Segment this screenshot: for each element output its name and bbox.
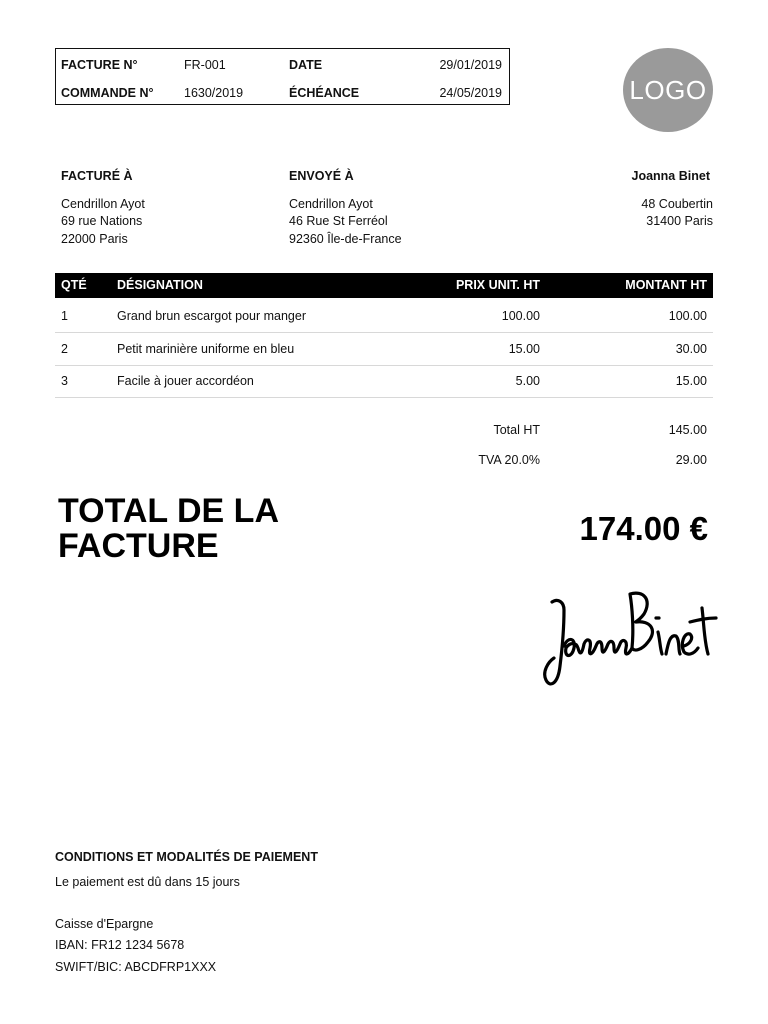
date-label: DATE	[289, 58, 323, 72]
row-designation: Grand brun escargot pour manger	[117, 309, 306, 323]
row-designation: Petit marinière uniforme en bleu	[117, 342, 295, 356]
sender-street: 48 Coubertin	[641, 196, 713, 211]
payment-terms-heading: CONDITIONS ET MODALITÉS DE PAIEMENT	[55, 850, 318, 864]
payment-terms-text: Le paiement est dû dans 15 jours	[55, 875, 240, 889]
vat-label: TVA 20.0%	[478, 453, 540, 467]
column-header-unit-price: PRIX UNIT. HT	[455, 278, 540, 292]
grand-total-label-line2: FACTURE	[58, 527, 219, 565]
subtotal-label: Total HT	[493, 423, 540, 437]
due-date: 24/05/2019	[439, 86, 502, 100]
items-table-header	[55, 273, 713, 298]
row-amount: 100.00	[668, 309, 707, 323]
row-unit-price: 5.00	[515, 374, 540, 388]
grand-total-value: 174.00 €	[579, 510, 708, 547]
row-qty: 1	[61, 309, 68, 323]
subtotal-value: 145.00	[668, 423, 707, 437]
shipped-to-heading: ENVOYÉ À	[289, 169, 354, 183]
invoice-number-label: FACTURE N°	[61, 58, 138, 72]
column-header-qty: QTÉ	[61, 278, 87, 292]
billed-to-block	[61, 168, 145, 248]
shipped-to-city: 92360 Île-de-France	[289, 231, 402, 246]
column-header-designation: DÉSIGNATION	[117, 278, 203, 292]
invoice-number: FR-001	[184, 58, 226, 72]
row-qty: 2	[61, 342, 68, 356]
company-logo: LOGO	[623, 48, 713, 132]
order-number-label: COMMANDE N°	[61, 86, 154, 100]
shipped-to-block	[289, 168, 402, 248]
table-row	[55, 333, 713, 366]
order-number: 1630/2019	[184, 86, 244, 100]
shipped-to-street: 46 Rue St Ferréol	[289, 214, 388, 228]
billed-to-name: Cendrillon Ayot	[61, 196, 145, 211]
row-designation: Facile à jouer accordéon	[117, 374, 254, 388]
row-unit-price: 100.00	[501, 309, 540, 323]
row-unit-price: 15.00	[508, 342, 540, 356]
table-row	[55, 300, 713, 333]
billed-to-street: 69 rue Nations	[61, 214, 143, 228]
sender-name: Joanna Binet	[631, 169, 710, 183]
handwritten-signature	[540, 588, 718, 692]
due-date-label: ÉCHÉANCE	[289, 86, 360, 100]
row-amount: 15.00	[675, 374, 707, 388]
invoice-info-box	[55, 48, 510, 105]
swift-bic: SWIFT/BIC: ABCDFRP1XXX	[55, 960, 217, 974]
row-amount: 30.00	[675, 342, 707, 356]
column-header-amount: MONTANT HT	[625, 278, 707, 292]
sender-block	[513, 168, 713, 231]
billed-to-heading: FACTURÉ À	[61, 169, 133, 183]
shipped-to-name: Cendrillon Ayot	[289, 196, 373, 211]
invoice-date: 29/01/2019	[439, 58, 502, 72]
table-row	[55, 365, 713, 398]
bank-name: Caisse d'Epargne	[55, 917, 154, 931]
grand-total-label-line1: TOTAL DE LA	[58, 492, 279, 530]
iban: IBAN: FR12 1234 5678	[55, 938, 185, 952]
grand-total-label	[58, 494, 358, 564]
billed-to-city: 22000 Paris	[61, 231, 128, 246]
vat-value: 29.00	[675, 453, 707, 467]
sender-city: 31400 Paris	[646, 214, 713, 228]
row-qty: 3	[61, 374, 68, 388]
